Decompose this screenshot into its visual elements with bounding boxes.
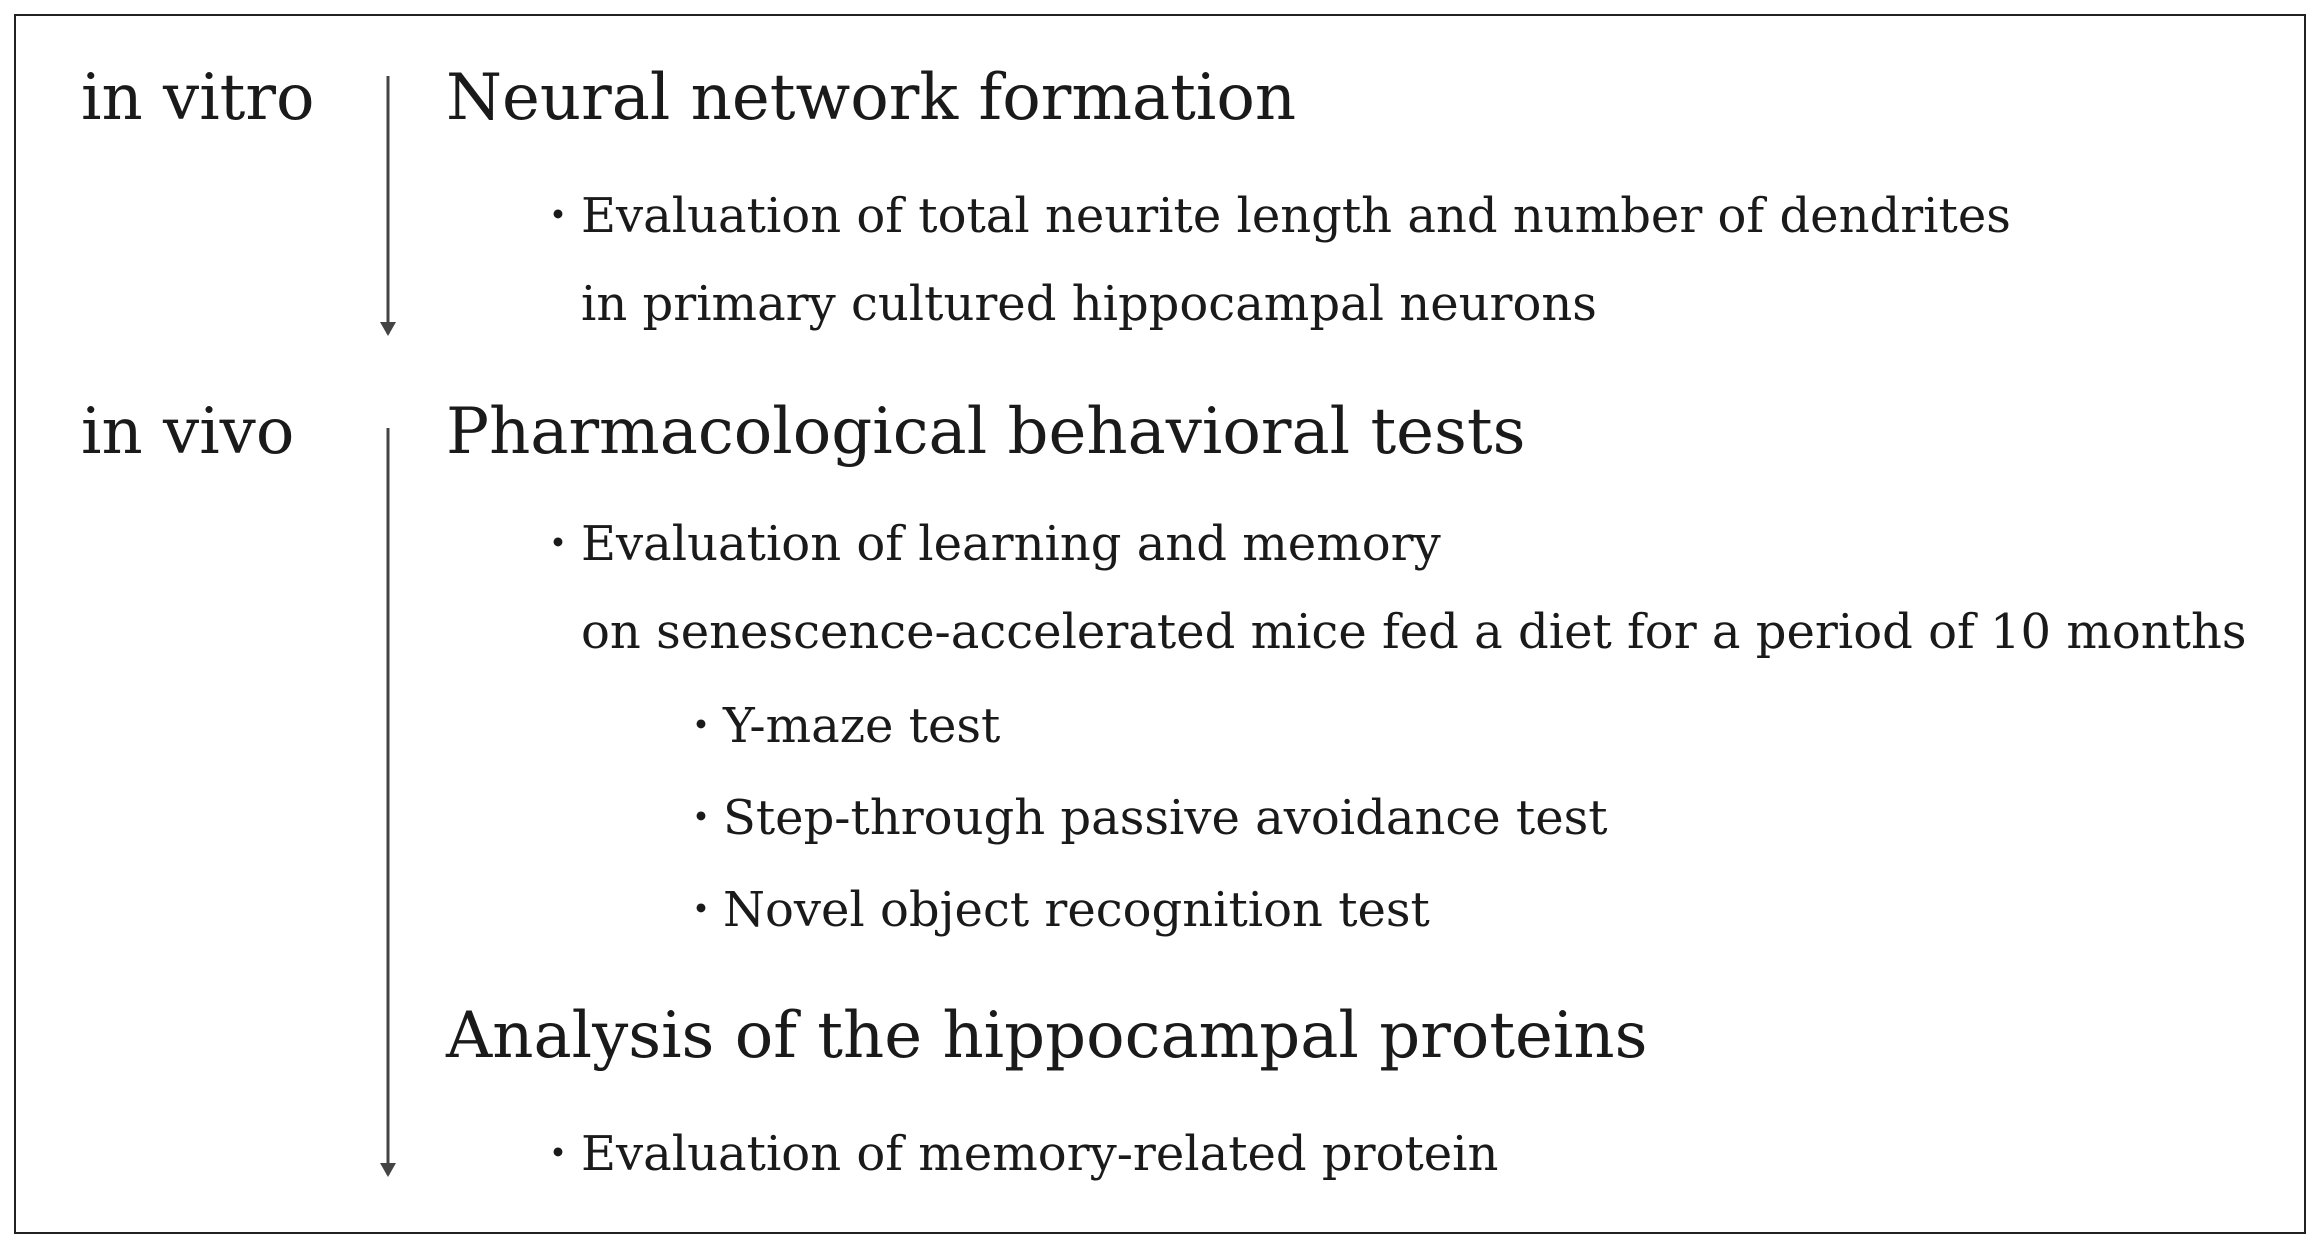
subitem-y-maze-test: Y-maze test [723,698,1001,754]
bullet-marker: ・ [534,1126,583,1182]
subitem-passive-avoidance-test: Step-through passive avoidance test [723,790,1608,846]
section-heading-behavioral-tests: Pharmacological behavioral tests [446,395,1526,469]
section-heading-neural-network-formation: Neural network formation [446,61,1297,135]
item-text-neurite-evaluation: Evaluation of total neurite length and number of dendrites [581,188,2011,244]
bullet-marker: ・ [677,698,726,754]
stage-label-in-vivo: in vivo [81,395,295,469]
bullet-marker: ・ [677,882,726,938]
bullet-marker: ・ [677,790,726,846]
item-text-memory-related-protein: Evaluation of memory-related protein [581,1126,1499,1182]
item-text-learning-memory: Evaluation of learning and memory [581,516,1441,572]
item-text-learning-memory-cont: on senescence-accelerated mice fed a diet for a period of 10 months [581,604,2247,660]
bullet-marker: ・ [534,188,583,244]
in-vivo-arrowhead [380,1163,396,1177]
section-heading-hippocampal-proteins: Analysis of the hippocampal proteins [446,999,1648,1073]
subitem-novel-object-recognition-test: Novel object recognition test [723,882,1430,938]
stage-label-in-vitro: in vitro [81,61,315,135]
item-text-neurite-evaluation-cont: in primary cultured hippocampal neurons [581,276,1597,332]
bullet-marker: ・ [534,516,583,572]
in-vitro-arrowhead [380,322,396,336]
